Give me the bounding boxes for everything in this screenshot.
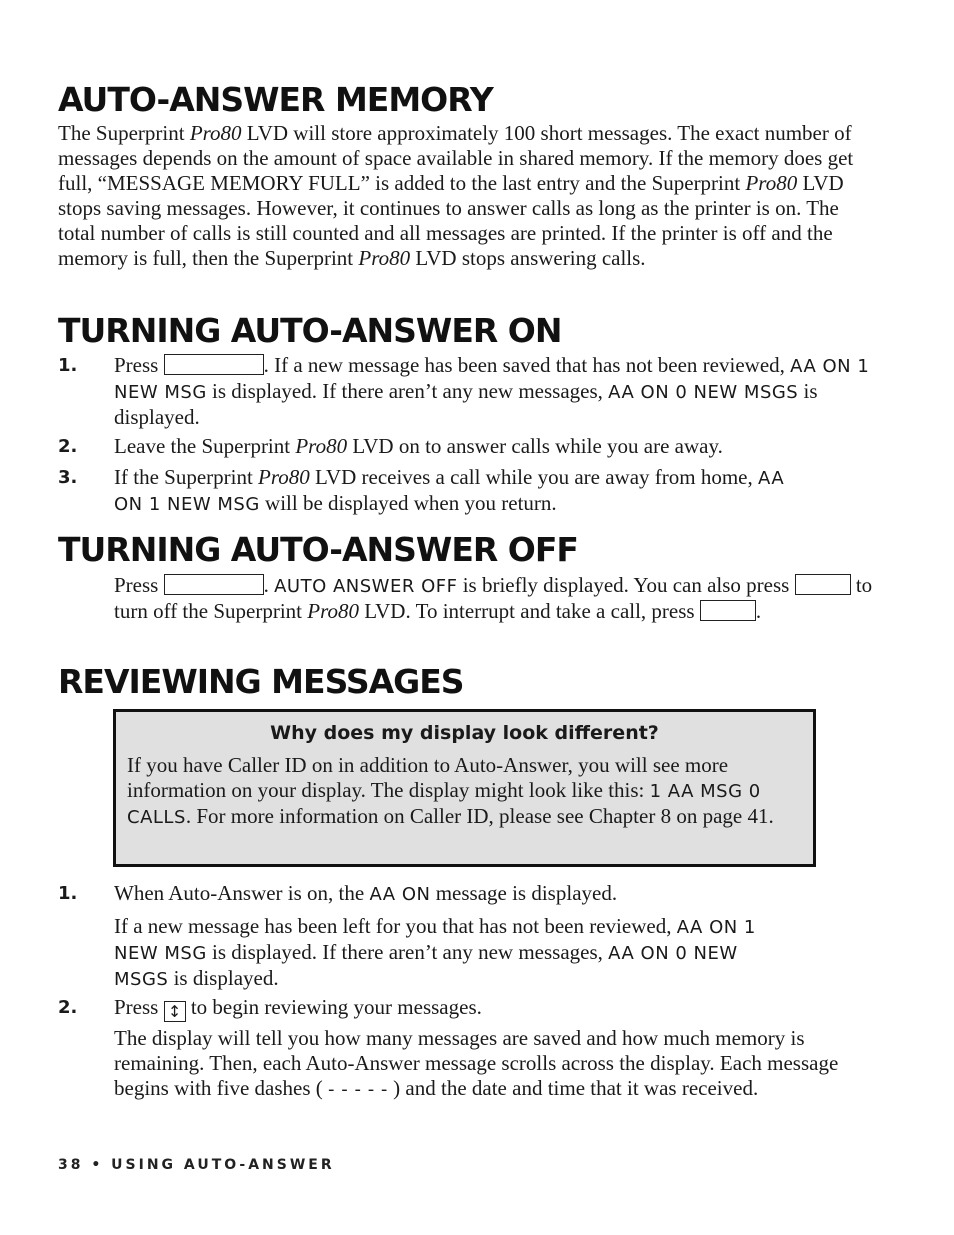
memory-paragraph: The Superprint Pro80 LVD will store approximately 100 short messages. The exact number of messages depends on the amount of space available in shared memory. If the memory does get full, “MESSAGE MEMORY FULL” is added to the last entry and the Superprint Pro80 LVD stops saving messages. However, it continues to answer calls as long as the printer is on. The total number of calls is still counted and all messages are printed. If the printer is off and the memory is full, then the Superprint Pro80 LVD stops answering calls. [58,121,854,270]
lcd-text: 1 AA MSG 0 CALLS [127,781,761,828]
turn-on-step-2: Leave the Superprint Pro80 LVD on to answer calls while you are away. [114,434,723,458]
heading-auto-answer-memory: AUTO-ANSWER MEMORY [58,80,493,119]
lcd-text: AA ON 0 NEW MSGS [114,943,738,990]
step-number: 2. [58,997,78,1018]
lcd-text: AUTO ANSWER OFF [274,576,458,597]
review-step-2: Press ↕ to begin reviewing your messages. [114,995,482,1021]
turn-off-paragraph: Press . AUTO ANSWER OFF is briefly displayed. You can also press to turn off the Superprint Pro80 LVD. To interrupt and take a call, press . [114,573,873,623]
heading-turning-on: TURNING AUTO-ANSWER ON [58,311,562,350]
review-step-2-detail: The display will tell you how many messages are saved and how much memory is remaining. Then, each Auto-Answer message scrolls across the display. Each message begins with five dashes ( - - - - - ) and the date and time that it was received. [114,1026,839,1100]
power-key [795,574,851,595]
note-box [113,709,816,867]
lcd-text: AA ON 1 NEW MSG [114,356,870,403]
lcd-text: AA ON [369,884,431,905]
heading-reviewing-messages: REVIEWING MESSAGES [58,662,464,701]
auto-answer-key [164,354,264,375]
scroll-arrow-key-icon: ↕ [164,1001,186,1022]
page-footer: 38 • USING AUTO-ANSWER [58,1157,335,1173]
lcd-text: AA ON 0 NEW MSGS [608,382,799,403]
step-number: 3. [58,467,78,488]
turn-on-step-1: Press . If a new message has been saved that has not been reviewed, AA ON 1 NEW MSG is displayed. If there aren’t any new messages, AA ON 0 NEW MSGS is displayed. [114,353,870,429]
review-step-1-detail: If a new message has been left for you that has not been reviewed, AA ON 1 NEW MSG is displayed. If there aren’t any new messages, AA ON 0 NEW MSGS is displayed. [114,914,756,990]
step-number: 1. [58,355,78,376]
lcd-text: AA ON 1 NEW MSG [114,917,756,964]
step-number: 1. [58,883,78,904]
review-step-1: When Auto-Answer is on, the AA ON message is displayed. [114,881,618,905]
auto-answer-key [164,574,264,595]
note-body: If you have Caller ID on in addition to Auto-Answer, you will see more information on your display. The display might look like this: 1 AA MSG 0 CALLS. For more information on Caller ID, please see Chapter 8 on page 41. [127,753,774,828]
dashes-text: - - - - - [328,1079,388,1100]
step-number: 2. [58,436,78,457]
turn-on-step-3: If the Superprint Pro80 LVD receives a call while you are away from home, AA ON 1 NEW MSG will be displayed when you return. [114,465,785,515]
note-title: Why does my display look different? [270,722,659,744]
interrupt-key [700,600,756,621]
lcd-text: AA ON 1 NEW MSG [114,468,785,515]
heading-turning-off: TURNING AUTO-ANSWER OFF [58,530,578,569]
